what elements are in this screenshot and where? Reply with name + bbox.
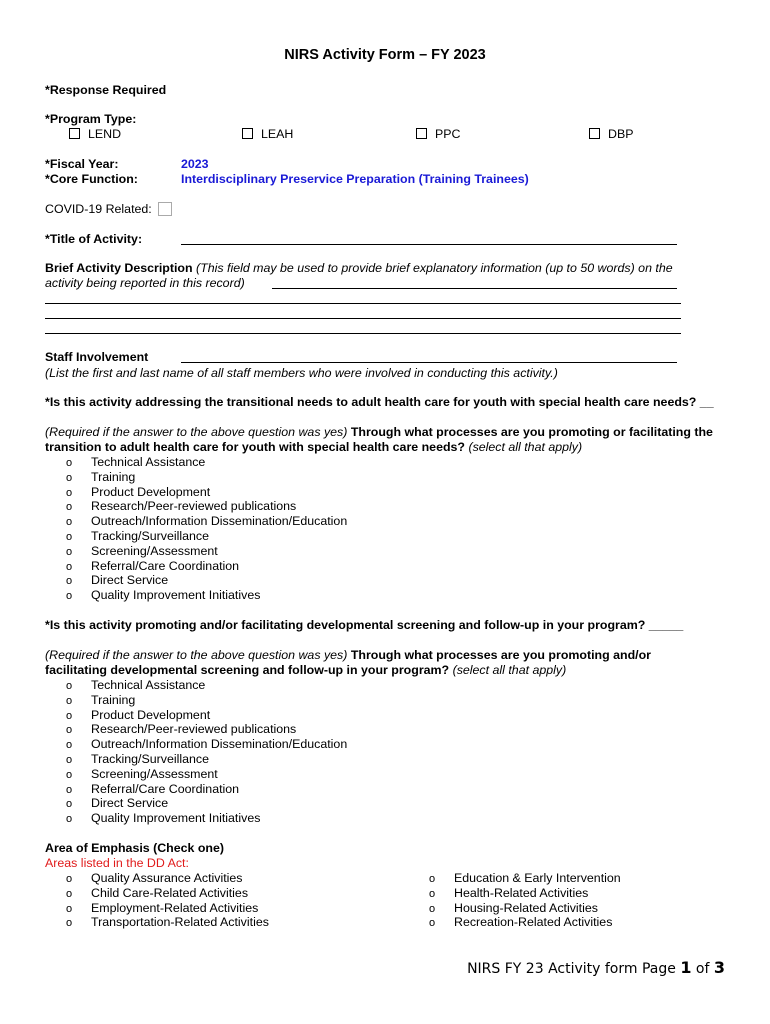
transition-followup-line1: (Required if the answer to the above question was yes) Through what processes are you promoting or facilitating the <box>45 425 713 439</box>
radio-circle-icon[interactable]: o <box>66 783 73 796</box>
radio-circle-icon[interactable]: o <box>66 545 73 558</box>
screening-followup-line1: (Required if the answer to the above question was yes) Through what processes are you promoting and/or <box>45 648 651 662</box>
list-item[interactable]: o Child Care-Related Activities <box>66 885 249 900</box>
checkbox-icon[interactable] <box>69 128 80 139</box>
screening-followup-line2: facilitating developmental screening and follow-up in your program? (select all that apply) <box>45 663 567 677</box>
radio-circle-icon[interactable]: o <box>66 471 73 484</box>
covid-checkbox[interactable] <box>158 202 172 216</box>
list-item[interactable]: o Transportation-Related Activities <box>66 915 269 930</box>
list-item[interactable]: o Direct Service <box>66 573 169 588</box>
radio-circle-icon[interactable]: o <box>66 516 73 529</box>
core-function-label: *Core Function: <box>45 172 138 186</box>
page-total: 3 <box>713 958 725 977</box>
list-item[interactable]: o Product Development <box>66 707 211 722</box>
checkbox-icon[interactable] <box>416 128 427 139</box>
list-item[interactable]: o Direct Service <box>66 796 169 811</box>
transition-question: *Is this activity addressing the transitional needs to adult health care for youth with special health care needs? __ <box>45 395 714 409</box>
list-item[interactable]: o Tracking/Surveillance <box>66 751 209 766</box>
description-field-line[interactable] <box>272 288 677 289</box>
radio-circle-icon[interactable]: o <box>66 486 73 499</box>
page-number: 1 <box>680 958 692 977</box>
staff-involvement-field[interactable] <box>181 362 677 363</box>
radio-circle-icon[interactable]: o <box>66 501 73 514</box>
checkbox-icon[interactable] <box>242 128 253 139</box>
radio-circle-icon[interactable]: o <box>66 753 73 766</box>
fiscal-year-value: 2023 <box>181 157 209 171</box>
list-item[interactable]: o Training <box>66 692 136 707</box>
radio-circle-icon[interactable]: o <box>66 887 73 900</box>
radio-circle-icon[interactable]: o <box>66 768 73 781</box>
list-item[interactable]: o Technical Assistance <box>66 455 206 469</box>
list-item[interactable]: o Housing-Related Activities <box>429 900 598 915</box>
emphasis-list-left <box>66 871 269 930</box>
list-item[interactable]: o Screening/Assessment <box>66 766 218 781</box>
program-option-dbp[interactable]: DBP <box>589 127 633 142</box>
description-hint-1: (This field may be used to provide brief explanatory information (up to 50 words) on the <box>196 261 673 275</box>
list-item[interactable]: o Technical Assistance <box>66 678 206 692</box>
radio-circle-icon[interactable]: o <box>66 457 73 469</box>
page-footer: NIRS FY 23 Activity form Page 1 of 3 <box>467 958 725 977</box>
screening-process-list <box>66 678 347 826</box>
radio-circle-icon[interactable]: o <box>429 902 436 915</box>
program-option-leah[interactable]: LEAH <box>242 127 293 142</box>
list-item[interactable]: o Screening/Assessment <box>66 543 218 558</box>
dd-act-subheading: Areas listed in the DD Act: <box>45 856 189 870</box>
list-item[interactable]: o Education & Early Intervention <box>429 871 621 885</box>
screening-question: *Is this activity promoting and/or facilitating developmental screening and follow-up in your program? _____ <box>45 618 684 632</box>
transition-process-list <box>66 455 347 603</box>
transition-followup-line2: transition to adult health care for youth with special health care needs? (select all that apply) <box>45 440 583 454</box>
description-field-line[interactable] <box>45 318 681 319</box>
area-of-emphasis-label: Area of Emphasis (Check one) <box>45 841 225 855</box>
list-item[interactable]: o Quality Improvement Initiatives <box>66 811 261 826</box>
description-field-line[interactable] <box>45 303 681 304</box>
program-option-lend[interactable]: LEND <box>69 127 121 142</box>
covid-row <box>45 202 172 217</box>
radio-circle-icon[interactable]: o <box>66 798 73 811</box>
list-item[interactable]: o Referral/Care Coordination <box>66 558 240 573</box>
radio-circle-icon[interactable]: o <box>66 917 73 930</box>
page-title: NIRS Activity Form – FY 2023 <box>284 47 486 63</box>
covid-label: COVID-19 Related: <box>45 202 152 216</box>
list-item[interactable]: o Health-Related Activities <box>429 885 589 900</box>
list-item[interactable]: o Outreach/Information Dissemination/Education <box>66 514 348 529</box>
radio-circle-icon[interactable]: o <box>66 709 73 722</box>
staff-involvement-hint: (List the first and last name of all staff members who were involved in conducting this activity.) <box>45 366 558 380</box>
description-label-row <box>45 261 673 276</box>
checkbox-icon[interactable] <box>589 128 600 139</box>
title-of-activity-label: *Title of Activity: <box>45 232 143 246</box>
list-item[interactable]: o Research/Peer-reviewed publications <box>66 722 297 737</box>
list-item[interactable]: o Product Development <box>66 484 211 499</box>
radio-circle-icon[interactable]: o <box>66 724 73 737</box>
program-type-label: *Program Type: <box>45 112 137 126</box>
radio-circle-icon[interactable]: o <box>66 575 73 588</box>
core-function-value: Interdisciplinary Preservice Preparation (Training Trainees) <box>181 172 529 186</box>
list-item[interactable]: o Quality Assurance Activities <box>66 871 243 885</box>
staff-involvement-label: Staff Involvement <box>45 350 149 364</box>
list-item[interactable]: o Research/Peer-reviewed publications <box>66 499 297 514</box>
list-item[interactable]: o Training <box>66 469 136 484</box>
description-field-line[interactable] <box>45 333 681 334</box>
radio-circle-icon[interactable]: o <box>429 873 436 885</box>
description-label: Brief Activity Description <box>45 261 193 275</box>
radio-circle-icon[interactable]: o <box>66 739 73 752</box>
list-item[interactable]: o Outreach/Information Dissemination/Education <box>66 737 348 752</box>
description-hint-2: activity being reported in this record) <box>45 276 245 290</box>
radio-circle-icon[interactable]: o <box>429 917 436 930</box>
radio-circle-icon[interactable]: o <box>66 694 73 707</box>
radio-circle-icon[interactable]: o <box>429 887 436 900</box>
fiscal-year-label: *Fiscal Year: <box>45 157 119 171</box>
program-option-ppc[interactable]: PPC <box>416 127 460 142</box>
list-item[interactable]: o Referral/Care Coordination <box>66 781 240 796</box>
emphasis-list-right <box>429 871 621 930</box>
title-of-activity-field[interactable] <box>181 244 677 245</box>
radio-circle-icon[interactable]: o <box>66 590 73 603</box>
radio-circle-icon[interactable]: o <box>66 560 73 573</box>
radio-circle-icon[interactable]: o <box>66 680 73 692</box>
radio-circle-icon[interactable]: o <box>66 873 73 885</box>
list-item[interactable]: o Quality Improvement Initiatives <box>66 588 261 603</box>
list-item[interactable]: o Recreation-Related Activities <box>429 915 613 930</box>
list-item[interactable]: o Tracking/Surveillance <box>66 528 209 543</box>
radio-circle-icon[interactable]: o <box>66 813 73 826</box>
radio-circle-icon[interactable]: o <box>66 902 73 915</box>
response-required-note: *Response Required <box>45 83 167 97</box>
list-item[interactable]: o Employment-Related Activities <box>66 900 259 915</box>
radio-circle-icon[interactable]: o <box>66 530 73 543</box>
